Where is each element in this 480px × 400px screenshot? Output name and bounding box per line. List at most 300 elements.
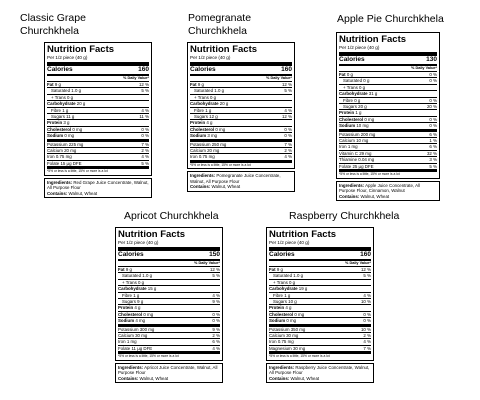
- nutrient-daily-value: 4 %: [141, 107, 149, 113]
- nutrient-label: Iron: [118, 339, 126, 345]
- nutrient-label: Fibre: [273, 292, 284, 298]
- nutrient-amount: 20 g: [219, 101, 229, 107]
- nutrient-amount: 0 g: [363, 78, 370, 84]
- nutrient-amount: 0 mg: [64, 133, 75, 139]
- nutrient-daily-value: 0 %: [284, 126, 292, 132]
- nutrient-amount: 0 mg: [143, 311, 154, 317]
- nutrition-facts-box: [266, 227, 374, 361]
- nutrient-name-amount: [118, 318, 145, 323]
- nutrient-amount: 20 g: [358, 104, 367, 110]
- nutrient-label: Sugars: [122, 299, 136, 305]
- nutrient-amount: 9 g: [197, 82, 204, 87]
- nutrient-label: Sugars: [343, 104, 357, 110]
- footnote-mid: , 15% or more is: [298, 354, 324, 359]
- nutrient-label: Fat: [190, 82, 197, 87]
- nutrient-name-amount: [47, 142, 83, 147]
- nutrient-name-amount: [47, 120, 69, 125]
- ingredients-label: Ingredients:: [339, 182, 365, 188]
- nutrient-daily-value: 0 %: [284, 133, 292, 139]
- nutrition-facts-heading: Nutrition Facts: [190, 44, 258, 55]
- title-line-1: Apricot Churchkhela: [124, 210, 219, 222]
- nutrient-name-amount: [194, 95, 216, 100]
- nutrient-daily-value: 0 %: [429, 123, 437, 129]
- nutrient-daily-value: 0 %: [141, 126, 149, 132]
- nutrient-daily-value: 2 %: [212, 333, 220, 339]
- nutrition-panel-pomegranate: [187, 42, 295, 192]
- nutrient-amount: 1.0 g: [142, 273, 153, 279]
- serving-size: Per 1/2 piece (40 g): [47, 55, 149, 66]
- daily-value-header: % Daily Value*: [118, 261, 220, 267]
- ingredients-text: Raspberry Juice Concentrate, Walnut, All Purpose Flour: [269, 364, 370, 376]
- nutrient-label: Folate: [47, 160, 60, 166]
- nutrient-daily-value: 12 %: [138, 82, 149, 87]
- contains-line: [118, 376, 220, 382]
- nutrient-label: Iron: [47, 154, 55, 160]
- nutrient-daily-value: 4 %: [141, 154, 149, 160]
- nutrient-daily-value: 5 %: [363, 273, 371, 279]
- nutrient-name-amount: [118, 312, 153, 317]
- nutrient-label: Iron: [339, 144, 347, 150]
- nutrient-name-amount: [269, 333, 298, 338]
- footnote-little: a little: [67, 169, 77, 174]
- nutrient-label: Protein: [118, 305, 134, 311]
- nutrient-daily-value: 6 %: [429, 131, 437, 137]
- nutrient-label: Calcium: [269, 333, 285, 339]
- calories-row: [190, 66, 292, 76]
- title-line-2: Churchkhela: [20, 25, 79, 37]
- nutrient-amount: 1 mg: [347, 144, 358, 150]
- nutrient-daily-value: 10 %: [360, 326, 371, 332]
- nutrient-amount: 1 mg: [126, 339, 137, 345]
- nutrient-label: + Trans: [51, 94, 66, 100]
- nutrient-label: Cholesterol: [339, 116, 364, 122]
- ingredients-label: Ingredients:: [269, 364, 295, 370]
- footnote-mid: , 15% or more is: [76, 169, 102, 174]
- nutrient-name-amount: [51, 95, 73, 100]
- title-line-1: Classic Grape: [20, 12, 86, 24]
- nutrient-amount: 4 g: [134, 305, 141, 311]
- nutrient-label: Potassium: [339, 131, 360, 137]
- nutrient-amount: 25 µg DFE: [352, 163, 374, 169]
- ingredients-line: [339, 183, 437, 194]
- contains-line: [47, 191, 149, 197]
- nutrient-label: Cholesterol: [269, 311, 294, 317]
- nutrient-label: + Trans: [273, 279, 288, 285]
- title-line-1: Raspberry Churchkhela: [289, 210, 400, 222]
- calories-row: [269, 251, 371, 261]
- footnote: [118, 354, 220, 358]
- nutrient-amount: 0 mg: [286, 318, 297, 324]
- nutrient-amount: 20 mg: [64, 148, 77, 154]
- footnote-prefix: *5% or less is: [190, 162, 211, 167]
- footnote-little: a little: [289, 354, 299, 359]
- contains-label: Contains:: [339, 193, 360, 199]
- nutrition-panel-apricot: [115, 227, 223, 383]
- nutrient-label: Sodium: [339, 123, 356, 129]
- footnote-lot: a lot: [393, 172, 400, 177]
- ingredients-text: Apple Juice Concentrate, All Purpose Flour, Cinnamon, Walnut: [339, 182, 421, 194]
- nutrition-facts-box: [187, 42, 295, 169]
- nutrient-daily-value: 11 %: [139, 114, 149, 120]
- nutrient-name-amount: [339, 144, 358, 149]
- title-apple-pie: [337, 13, 444, 26]
- nutrient-name-amount: [47, 161, 82, 166]
- nutrient-amount: 1.0 g: [71, 88, 82, 94]
- nutrient-amount: 20 mg: [207, 148, 220, 154]
- footnote-prefix: *5% or less is: [339, 172, 360, 177]
- nutrient-name-amount: [190, 120, 212, 125]
- footnote-lot: a lot: [244, 162, 251, 167]
- nutrient-label: Fat: [339, 72, 346, 77]
- nutrient-row: [269, 346, 371, 354]
- nutrient-amount: 0 g: [210, 94, 217, 100]
- nutrient-amount: 1.0 g: [293, 273, 304, 279]
- nutrient-label: Folate: [118, 345, 131, 351]
- nutrient-label: Carbohydrate: [269, 286, 298, 292]
- nutrient-amount: 9 g: [276, 267, 283, 272]
- footnote: [190, 163, 292, 167]
- title-apricot: [124, 210, 219, 223]
- daily-value-header: % Daily Value*: [47, 76, 149, 82]
- nutrient-daily-value: 12 %: [281, 114, 292, 120]
- nutrient-label: Protein: [47, 120, 63, 126]
- nutrient-amount: 3 mg: [207, 133, 218, 139]
- nutrient-label: Saturated: [51, 88, 71, 94]
- ingredients-line: [118, 365, 220, 376]
- nutrient-label: + Trans: [194, 94, 209, 100]
- nutrient-amount: 1 g: [62, 107, 69, 113]
- nutrient-label: Sugars: [273, 299, 287, 305]
- contains-line: [339, 194, 437, 200]
- nutrient-amount: 1 g: [205, 107, 212, 113]
- nutrient-amount: 0.75 mg: [198, 154, 215, 160]
- nutrient-row: [47, 161, 149, 169]
- nutrient-name-amount: [190, 82, 204, 87]
- nutrient-amount: 29 mg: [359, 150, 372, 156]
- nutrient-daily-value: 7 %: [141, 141, 149, 147]
- nutrient-label: Magnesium: [269, 345, 292, 351]
- nutrient-amount: 0 g: [289, 279, 296, 285]
- nutrition-panel-raspberry: [266, 227, 374, 383]
- nutrient-name-amount: [194, 108, 211, 113]
- serving-size: Per 1/2 piece (40 g): [118, 240, 220, 251]
- contains-label: Contains:: [190, 184, 211, 190]
- calories-value: 150: [209, 251, 220, 258]
- nutrient-name-amount: [118, 346, 152, 351]
- ingredients-text: Red Grape Juice Concentrate, Walnut, All Purpose Flour: [47, 179, 149, 191]
- footnote-lot: a lot: [101, 169, 108, 174]
- nutrient-daily-value: 4 %: [212, 345, 220, 351]
- nutrient-name-amount: [273, 280, 295, 285]
- calories-value: 160: [360, 251, 371, 258]
- nutrient-daily-value: 0 %: [429, 97, 437, 103]
- nutrient-name-amount: [190, 154, 215, 159]
- nutrient-amount: 30 mg: [292, 345, 306, 351]
- title-line-1: Pomegranate: [188, 12, 252, 24]
- nutrient-name-amount: [339, 72, 353, 77]
- nutrient-label: Cholesterol: [47, 126, 72, 132]
- nutrient-label: Potassium: [47, 141, 68, 147]
- nutrient-label: Sugars: [194, 114, 208, 120]
- nutrient-amount: 9 g: [125, 267, 132, 272]
- nutrient-amount: 250 mg: [211, 141, 227, 147]
- nutrient-label: Sodium: [269, 318, 286, 324]
- nutrition-facts-box: [115, 227, 223, 361]
- nutrient-name-amount: [269, 267, 283, 272]
- nutrient-name-amount: [194, 88, 224, 93]
- nutrient-row: [190, 154, 292, 162]
- calories-row: [118, 251, 220, 261]
- nutrient-label: Carbohydrate: [190, 101, 219, 107]
- nutrient-label: Fat: [269, 267, 276, 272]
- contains-text: Walnut, Wheat: [68, 190, 98, 196]
- nutrient-amount: 0.75 mg: [277, 339, 294, 345]
- nutrient-label: Potassium: [269, 326, 290, 332]
- nutrient-amount: 4 g: [285, 305, 292, 311]
- ingredients-line: [190, 173, 292, 184]
- nutrient-daily-value: 4 %: [363, 339, 371, 345]
- nutrient-label: Calcium: [118, 333, 134, 339]
- nutrient-daily-value: 0 %: [363, 311, 371, 317]
- nutrient-label: Protein: [269, 305, 285, 311]
- nutrient-amount: 0 mg: [215, 126, 226, 132]
- nutrient-daily-value: 10 %: [360, 299, 371, 305]
- nutrient-row: [47, 133, 149, 141]
- nutrient-row: [339, 164, 437, 172]
- contains-text: Walnut, Wheat: [211, 184, 241, 190]
- nutrient-daily-value: 7 %: [284, 141, 292, 147]
- nutrient-amount: 15 µg DFE: [60, 160, 82, 166]
- footnote-lot: a lot: [172, 354, 179, 359]
- nutrient-name-amount: [122, 299, 143, 304]
- calories-row: [47, 66, 149, 76]
- nutrient-name-amount: [118, 267, 132, 272]
- nutrient-daily-value: 5 %: [429, 163, 437, 169]
- nutrient-name-amount: [118, 333, 147, 338]
- serving-size: Per 1/2 piece (40 g): [190, 55, 292, 66]
- nutrient-amount: 1 g: [133, 292, 140, 298]
- title-pomegranate: [188, 12, 251, 38]
- nutrient-name-amount: [269, 318, 296, 323]
- nutrient-daily-value: 4 %: [284, 107, 292, 113]
- nutrient-daily-value: 9 %: [212, 326, 220, 332]
- nutrition-facts-heading: Nutrition Facts: [339, 34, 407, 45]
- nutrient-daily-value: 0 %: [141, 133, 149, 139]
- nutrient-name-amount: [339, 151, 371, 156]
- nutrient-name-amount: [343, 78, 369, 83]
- nutrient-amount: 200 mg: [360, 131, 376, 137]
- nutrient-name-amount: [269, 286, 307, 291]
- nutrient-label: Fat: [47, 82, 54, 87]
- nutrition-facts-heading: Nutrition Facts: [269, 229, 337, 240]
- nutrient-daily-value: 6 %: [429, 144, 437, 150]
- nutrient-amount: 20 g: [76, 101, 86, 107]
- nutrient-daily-value: 4 %: [363, 292, 371, 298]
- nutrient-amount: 0.75 mg: [55, 154, 72, 160]
- nutrient-label: Calcium: [339, 138, 355, 144]
- nutrient-daily-value: 9 %: [212, 299, 220, 305]
- contains-text: Walnut, Wheat: [290, 375, 320, 381]
- nutrient-name-amount: [273, 293, 290, 298]
- nutrition-facts-heading: Nutrition Facts: [118, 229, 186, 240]
- nutrient-daily-value: 0 %: [429, 78, 437, 84]
- nutrient-row: [118, 346, 220, 354]
- nutrient-name-amount: [343, 98, 360, 103]
- nutrient-amount: 11 µg DFE: [131, 345, 153, 351]
- nutrient-daily-value: 0 %: [429, 72, 437, 77]
- nutrient-amount: 350 mg: [290, 326, 306, 332]
- nutrient-name-amount: [339, 164, 374, 169]
- ingredients-box: [336, 181, 440, 202]
- nutrient-label: Iron: [269, 339, 277, 345]
- serving-size: Per 1/2 piece (40 g): [339, 45, 437, 56]
- nutrient-amount: 3 g: [63, 120, 70, 126]
- footnote-little: a little: [138, 354, 148, 359]
- title-line-1: Apple Pie Churchkhela: [337, 13, 444, 25]
- nutrient-name-amount: [339, 123, 369, 128]
- nutrient-label: + Trans: [343, 84, 358, 90]
- ingredients-label: Ingredients:: [47, 179, 73, 185]
- nutrient-name-amount: [51, 114, 74, 119]
- calories-value: 160: [281, 66, 292, 73]
- nutrient-name-amount: [47, 101, 85, 106]
- nutrient-amount: 9 g: [137, 299, 144, 305]
- title-raspberry: [289, 210, 399, 223]
- nutrient-amount: 0 g: [346, 72, 353, 77]
- nutrient-amount: 4 mg: [135, 318, 146, 324]
- nutrient-amount: 10 g: [288, 299, 297, 305]
- footnote: [269, 354, 371, 358]
- footnote-little: a little: [359, 172, 369, 177]
- ingredients-label: Ingredients:: [190, 173, 216, 179]
- nutrient-name-amount: [118, 286, 156, 291]
- nutrient-daily-value: 4 %: [212, 292, 220, 298]
- calories-label: Calories: [118, 251, 144, 258]
- nutrient-name-amount: [122, 293, 139, 298]
- nutrient-label: Fibre: [51, 107, 62, 113]
- nutrient-name-amount: [118, 305, 140, 310]
- nutrient-label: Protein: [339, 110, 355, 116]
- contains-text: Walnut, Wheat: [139, 375, 169, 381]
- nutrient-name-amount: [122, 273, 152, 278]
- nutrition-facts-box: [336, 32, 440, 179]
- nutrient-name-amount: [194, 114, 218, 119]
- contains-label: Contains:: [118, 375, 139, 381]
- calories-label: Calories: [190, 66, 216, 73]
- nutrition-panel-classic-grape: [44, 42, 152, 198]
- nutrient-name-amount: [343, 85, 365, 90]
- nutrient-amount: 0 g: [354, 97, 361, 103]
- nutrient-daily-value: 12 %: [281, 82, 292, 87]
- contains-label: Contains:: [269, 375, 290, 381]
- nutrient-label: Iron: [190, 154, 198, 160]
- nutrient-amount: 0 g: [138, 279, 145, 285]
- nutrient-amount: 1 g: [355, 110, 362, 116]
- nutrient-amount: 4 g: [206, 120, 213, 126]
- nutrient-amount: 0 mg: [364, 116, 375, 122]
- title-line-2: Churchkhela: [188, 25, 247, 37]
- nutrient-name-amount: [190, 148, 219, 153]
- nutrient-name-amount: [339, 110, 361, 115]
- nutrient-daily-value: 12 %: [360, 267, 371, 272]
- nutrient-daily-value: 5 %: [284, 88, 292, 94]
- nutrient-name-amount: [47, 127, 82, 132]
- ingredients-text: Apricot Juice Concentrate, Walnut, All Purpose Flour: [118, 364, 218, 376]
- nutrient-name-amount: [118, 327, 154, 332]
- nutrient-amount: 1 g: [284, 292, 291, 298]
- nutrient-daily-value: 0 %: [212, 311, 220, 317]
- footnote-little: a little: [210, 162, 220, 167]
- calories-label: Calories: [47, 66, 73, 73]
- nutrient-name-amount: [339, 157, 374, 162]
- nutrient-daily-value: 5 %: [212, 273, 220, 279]
- footnote-mid: , 15% or more is: [219, 162, 245, 167]
- nutrient-label: + Trans: [122, 279, 137, 285]
- nutrient-label: Fibre: [122, 292, 133, 298]
- calories-label: Calories: [339, 56, 365, 63]
- nutrient-name-amount: [51, 108, 68, 113]
- nutrient-name-amount: [190, 133, 217, 138]
- nutrient-name-amount: [118, 339, 137, 344]
- nutrition-facts-box: [44, 42, 152, 176]
- footnote: [339, 172, 437, 176]
- nutrient-daily-value: 12 %: [209, 267, 220, 272]
- daily-value-header: % Daily Value*: [339, 66, 437, 72]
- footnote-prefix: *5% or less is: [269, 354, 290, 359]
- contains-line: [190, 184, 292, 190]
- nutrient-daily-value: 20 %: [426, 104, 437, 110]
- contains-text: Walnut, Wheat: [360, 193, 390, 199]
- nutrient-amount: 19 g: [298, 286, 308, 292]
- nutrition-panel-apple-pie: [336, 32, 440, 201]
- nutrient-daily-value: 2 %: [284, 148, 292, 154]
- nutrient-label: Carbohydrate: [339, 91, 368, 97]
- ingredients-label: Ingredients:: [118, 364, 144, 370]
- nutrient-daily-value: 3 %: [429, 157, 437, 163]
- nutrient-label: Saturated: [343, 78, 363, 84]
- nutrient-name-amount: [339, 132, 375, 137]
- daily-value-header: % Daily Value*: [190, 76, 292, 82]
- nutrient-name-amount: [269, 339, 294, 344]
- nutrient-label: Calcium: [47, 148, 63, 154]
- nutrient-name-amount: [269, 312, 304, 317]
- nutrient-name-amount: [339, 91, 377, 96]
- ingredients-box: [266, 363, 374, 384]
- nutrient-name-amount: [51, 88, 81, 93]
- nutrient-label: Cholesterol: [190, 126, 215, 132]
- nutrient-daily-value: 2 %: [363, 333, 371, 339]
- nutrient-name-amount: [47, 154, 72, 159]
- nutrient-label: Potassium: [190, 141, 211, 147]
- nutrient-daily-value: 4 %: [284, 154, 292, 160]
- nutrient-daily-value: 32 %: [426, 150, 437, 156]
- nutrient-amount: 0 g: [359, 84, 366, 90]
- nutrient-amount: 30 mg: [135, 333, 148, 339]
- nutrient-daily-value: 5 %: [141, 160, 149, 166]
- nutrient-daily-value: 7 %: [363, 345, 371, 351]
- nutrient-name-amount: [273, 273, 303, 278]
- nutrient-label: Saturated: [194, 88, 214, 94]
- ingredients-box: [44, 178, 152, 199]
- nutrient-row: [339, 123, 437, 131]
- nutrient-label: Sodium: [47, 133, 64, 139]
- nutrient-name-amount: [339, 117, 374, 122]
- ingredients-line: [269, 365, 371, 376]
- nutrition-facts-heading: Nutrition Facts: [47, 44, 115, 55]
- nutrient-label: Carbohydrate: [118, 286, 147, 292]
- nutrient-label: Sodium: [118, 318, 135, 324]
- nutrient-label: Vitamin C: [339, 150, 358, 156]
